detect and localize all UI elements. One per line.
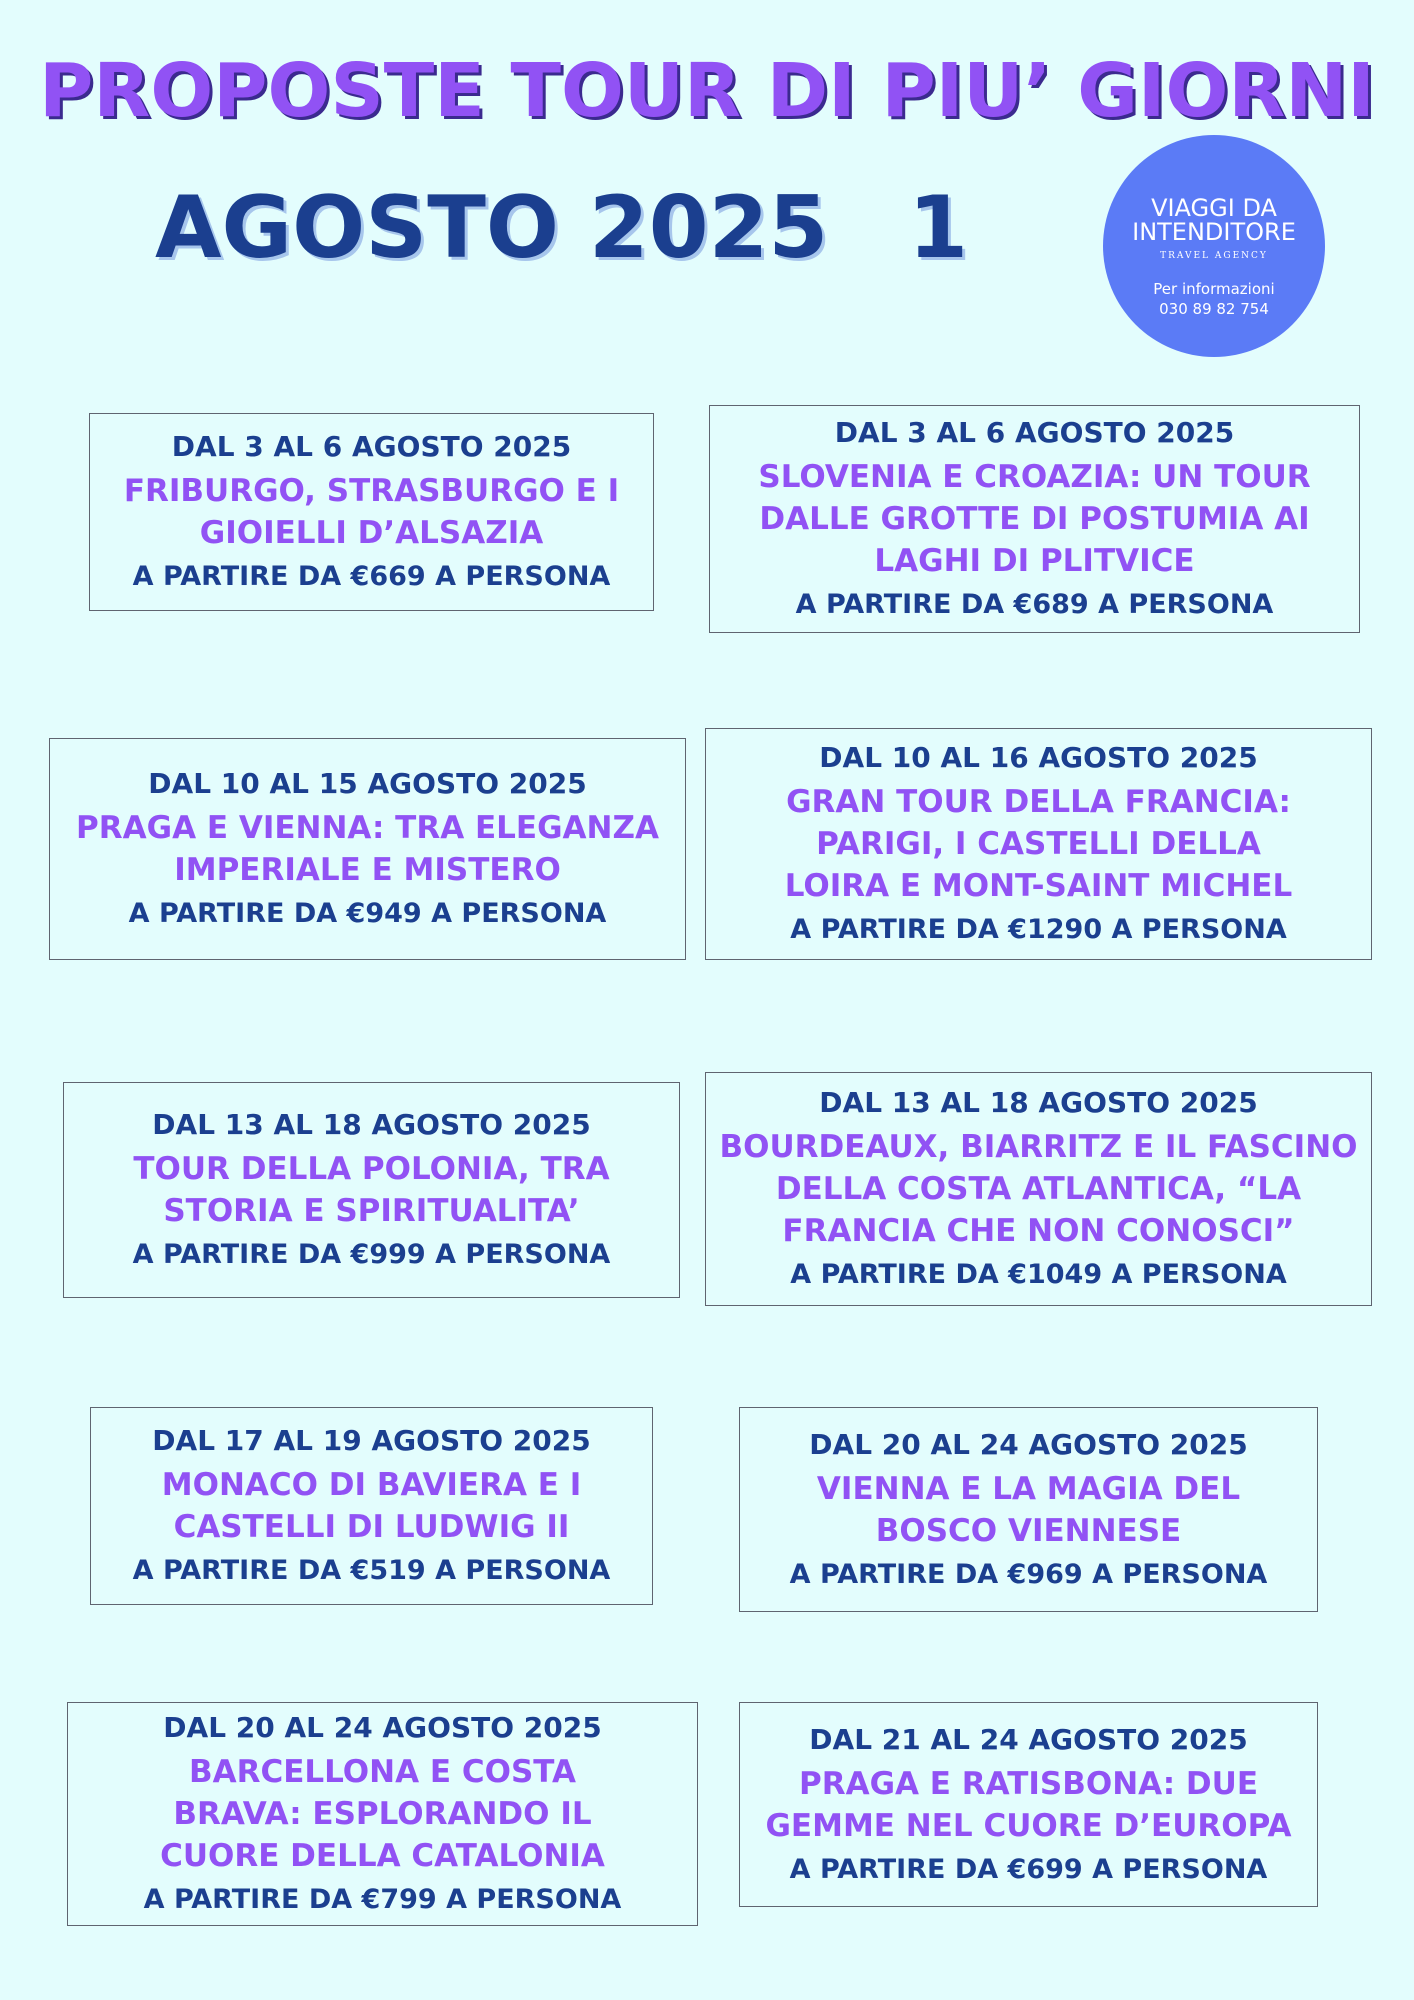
tour-name-line: PARIGI, I CASTELLI DELLA — [816, 826, 1261, 862]
tour-price: A PARTIRE DA €799 A PERSONA — [143, 1884, 622, 1915]
tour-price: A PARTIRE DA €949 A PERSONA — [128, 898, 607, 929]
tour-name-line: LAGHI DI PLITVICE — [874, 543, 1195, 579]
agency-logo — [1103, 135, 1325, 357]
tour-name-line: GEMME NEL CUORE D’EUROPA — [765, 1807, 1292, 1844]
tour-card — [63, 1082, 680, 1298]
tour-name-line: LOIRA E MONT-SAINT MICHEL — [784, 868, 1293, 904]
tour-name-line: CUORE DELLA CATALONIA — [160, 1838, 605, 1874]
tour-dates: DAL 20 AL 24 AGOSTO 2025 — [163, 1711, 602, 1744]
tour-dates: DAL 21 AL 24 AGOSTO 2025 — [809, 1722, 1248, 1756]
logo-line2: INTENDITORE — [1132, 218, 1296, 246]
month-label: AGOSTO 2025 — [155, 178, 829, 278]
month-heading — [155, 178, 968, 278]
tour-card — [90, 1407, 653, 1605]
tour-dates: DAL 3 AL 6 AGOSTO 2025 — [834, 416, 1235, 449]
tour-name-line: BARCELLONA E COSTA — [188, 1754, 577, 1790]
tour-card — [89, 413, 654, 611]
logo-line1: VIAGGI DA — [1151, 194, 1277, 222]
tour-card — [67, 1702, 698, 1926]
tour-card — [705, 728, 1372, 960]
tour-price: A PARTIRE DA €1290 A PERSONA — [790, 914, 1287, 945]
tour-name-line: BRAVA: ESPLORANDO IL — [173, 1796, 592, 1832]
tour-price: A PARTIRE DA €699 A PERSONA — [789, 1853, 1268, 1885]
tour-dates: DAL 3 AL 6 AGOSTO 2025 — [171, 430, 572, 463]
tour-name-line: FRANCIA CHE NON CONOSCI” — [782, 1213, 1295, 1249]
page-title: PROPOSTE TOUR DI PIU’ GIORNI — [39, 48, 1375, 134]
tour-name-line: CASTELLI DI LUDWIG II — [173, 1509, 570, 1545]
tour-price: A PARTIRE DA €1049 A PERSONA — [790, 1259, 1287, 1290]
tour-dates: DAL 13 AL 18 AGOSTO 2025 — [819, 1086, 1258, 1119]
tour-name-line: IMPERIALE E MISTERO — [174, 852, 561, 888]
tour-card — [49, 738, 686, 960]
tour-dates: DAL 10 AL 15 AGOSTO 2025 — [148, 767, 587, 800]
tour-price: A PARTIRE DA €689 A PERSONA — [795, 589, 1274, 620]
tour-name-line: DALLE GROTTE DI POSTUMIA AI — [759, 501, 1310, 537]
tour-name-line: BOURDEAUX, BIARRITZ E IL FASCINO — [719, 1129, 1358, 1165]
tour-dates: DAL 17 AL 19 AGOSTO 2025 — [152, 1424, 591, 1457]
tour-name-line: MONACO DI BAVIERA E I — [161, 1467, 582, 1503]
tour-dates: DAL 20 AL 24 AGOSTO 2025 — [809, 1427, 1248, 1461]
tour-price: A PARTIRE DA €519 A PERSONA — [132, 1555, 611, 1586]
tour-price: A PARTIRE DA €969 A PERSONA — [789, 1558, 1268, 1590]
tour-name-line: PRAGA E VIENNA: TRA ELEGANZA — [76, 810, 659, 846]
tour-dates: DAL 10 AL 16 AGOSTO 2025 — [819, 741, 1258, 774]
tour-card — [739, 1702, 1318, 1907]
tour-card — [705, 1072, 1372, 1306]
tour-price: A PARTIRE DA €999 A PERSONA — [132, 1239, 611, 1270]
tour-name-line: TOUR DELLA POLONIA, TRA — [133, 1151, 610, 1187]
tour-card — [739, 1407, 1318, 1612]
tour-name-line: BOSCO VIENNESE — [875, 1512, 1182, 1549]
logo-phone: 030 89 82 754 — [1159, 300, 1269, 318]
tour-name-line: STORIA E SPIRITUALITA’ — [163, 1193, 580, 1229]
tour-dates: DAL 13 AL 18 AGOSTO 2025 — [152, 1108, 591, 1141]
tour-name-line: PRAGA E RATISBONA: DUE — [798, 1765, 1258, 1802]
tour-name-line: GIOIELLI D’ALSAZIA — [199, 515, 544, 551]
tour-name-line: DELLA COSTA ATLANTICA, “LA — [775, 1171, 1302, 1207]
tour-price: A PARTIRE DA €669 A PERSONA — [132, 561, 611, 592]
tour-name-line: FRIBURGO, STRASBURGO E I — [123, 473, 620, 509]
page-number: 1 — [908, 178, 969, 278]
logo-info-label: Per informazioni — [1153, 280, 1275, 298]
logo-tagline: TRAVEL AGENCY — [1160, 251, 1268, 261]
tour-card — [709, 405, 1360, 633]
tour-name-line: VIENNA E LA MAGIA DEL — [816, 1470, 1241, 1507]
tour-name-line: SLOVENIA E CROAZIA: UN TOUR — [758, 459, 1311, 495]
tour-name-line: GRAN TOUR DELLA FRANCIA: — [786, 784, 1291, 820]
